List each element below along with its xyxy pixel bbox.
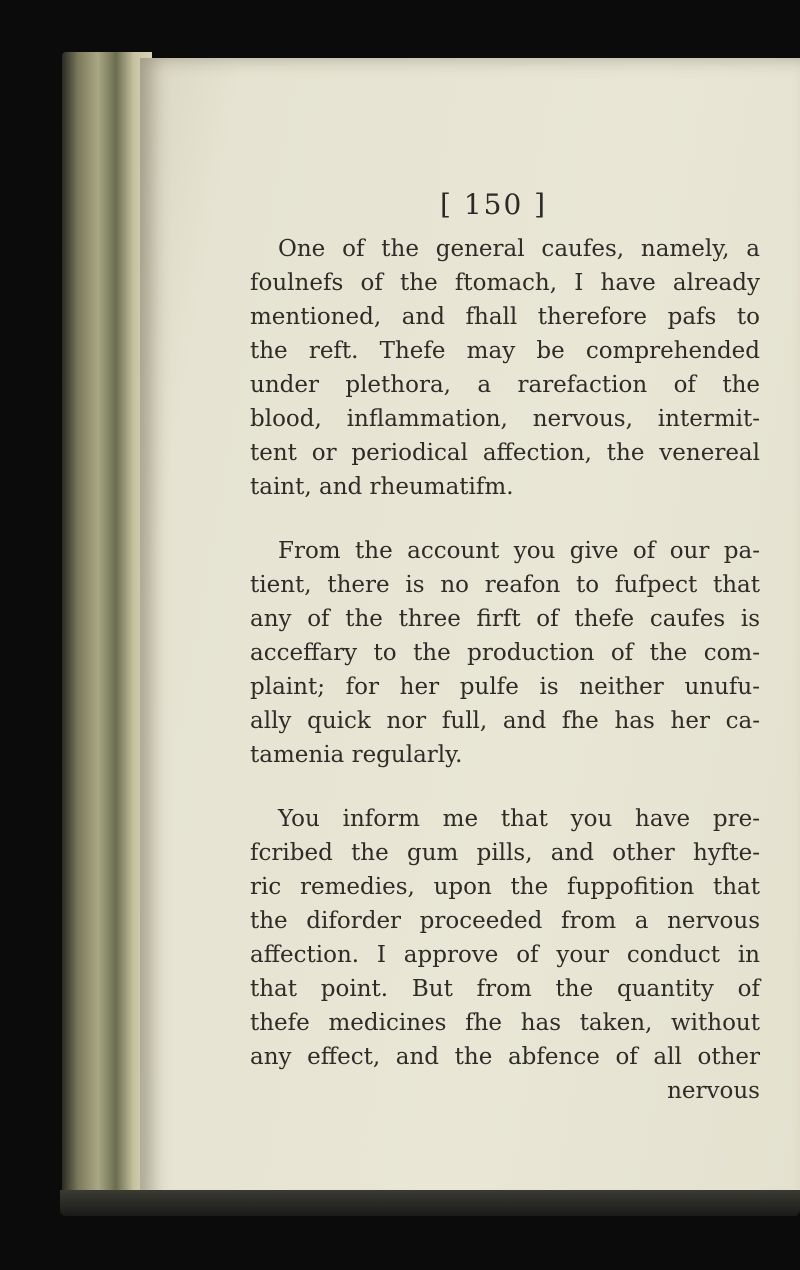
text-line: thefe medicines fhe has taken, without xyxy=(250,1010,760,1036)
text-line: tent or periodical affection, the venereal xyxy=(250,440,760,466)
book-page-edges xyxy=(62,52,152,1212)
text-line: under plethora, a rarefaction of the xyxy=(250,372,760,398)
text-line: You inform me that you have pre- xyxy=(278,806,760,832)
text-line: any effect, and the abfence of all other xyxy=(250,1044,760,1070)
text-line: foulnefs of the ftomach, I have already xyxy=(250,270,760,296)
page-number-header: [ 150 ] xyxy=(440,188,548,221)
page-body xyxy=(250,232,760,1108)
paragraph-gap xyxy=(250,772,760,802)
text-line: acceffary to the production of the com- xyxy=(250,640,760,666)
paragraph-1 xyxy=(250,232,760,504)
text-line: the reft. Thefe may be comprehended xyxy=(250,338,760,364)
text-line: ally quick nor full, and fhe has her ca- xyxy=(250,708,760,734)
paragraph-3 xyxy=(250,802,760,1074)
text-line: From the account you give of our pa- xyxy=(278,538,760,564)
text-line: fcribed the gum pills, and other hyfte- xyxy=(250,840,760,866)
text-line: blood, inflammation, nervous, intermit- xyxy=(250,406,760,432)
paragraph-gap xyxy=(250,504,760,534)
text-line: that point. But from the quantity of xyxy=(250,976,760,1002)
text-line: ric remedies, upon the fuppofition that xyxy=(250,874,760,900)
catchword: nervous xyxy=(667,1078,760,1104)
text-line: mentioned, and fhall therefore pafs to xyxy=(250,304,760,330)
text-line: plaint; for her pulfe is neither unufu- xyxy=(250,674,760,700)
paragraph-2 xyxy=(250,534,760,772)
text-line: tamenia regularly. xyxy=(250,742,463,768)
book-bottom-edge xyxy=(60,1190,800,1216)
text-line: the diforder proceeded from a nervous xyxy=(250,908,760,934)
text-line: One of the general caufes, namely, a xyxy=(278,236,760,262)
text-line: taint, and rheumatifm. xyxy=(250,474,514,500)
text-line: affection. I approve of your conduct in xyxy=(250,942,760,968)
text-line: tient, there is no reafon to fufpect that xyxy=(250,572,760,598)
text-line: any of the three firft of thefe caufes is xyxy=(250,606,760,632)
